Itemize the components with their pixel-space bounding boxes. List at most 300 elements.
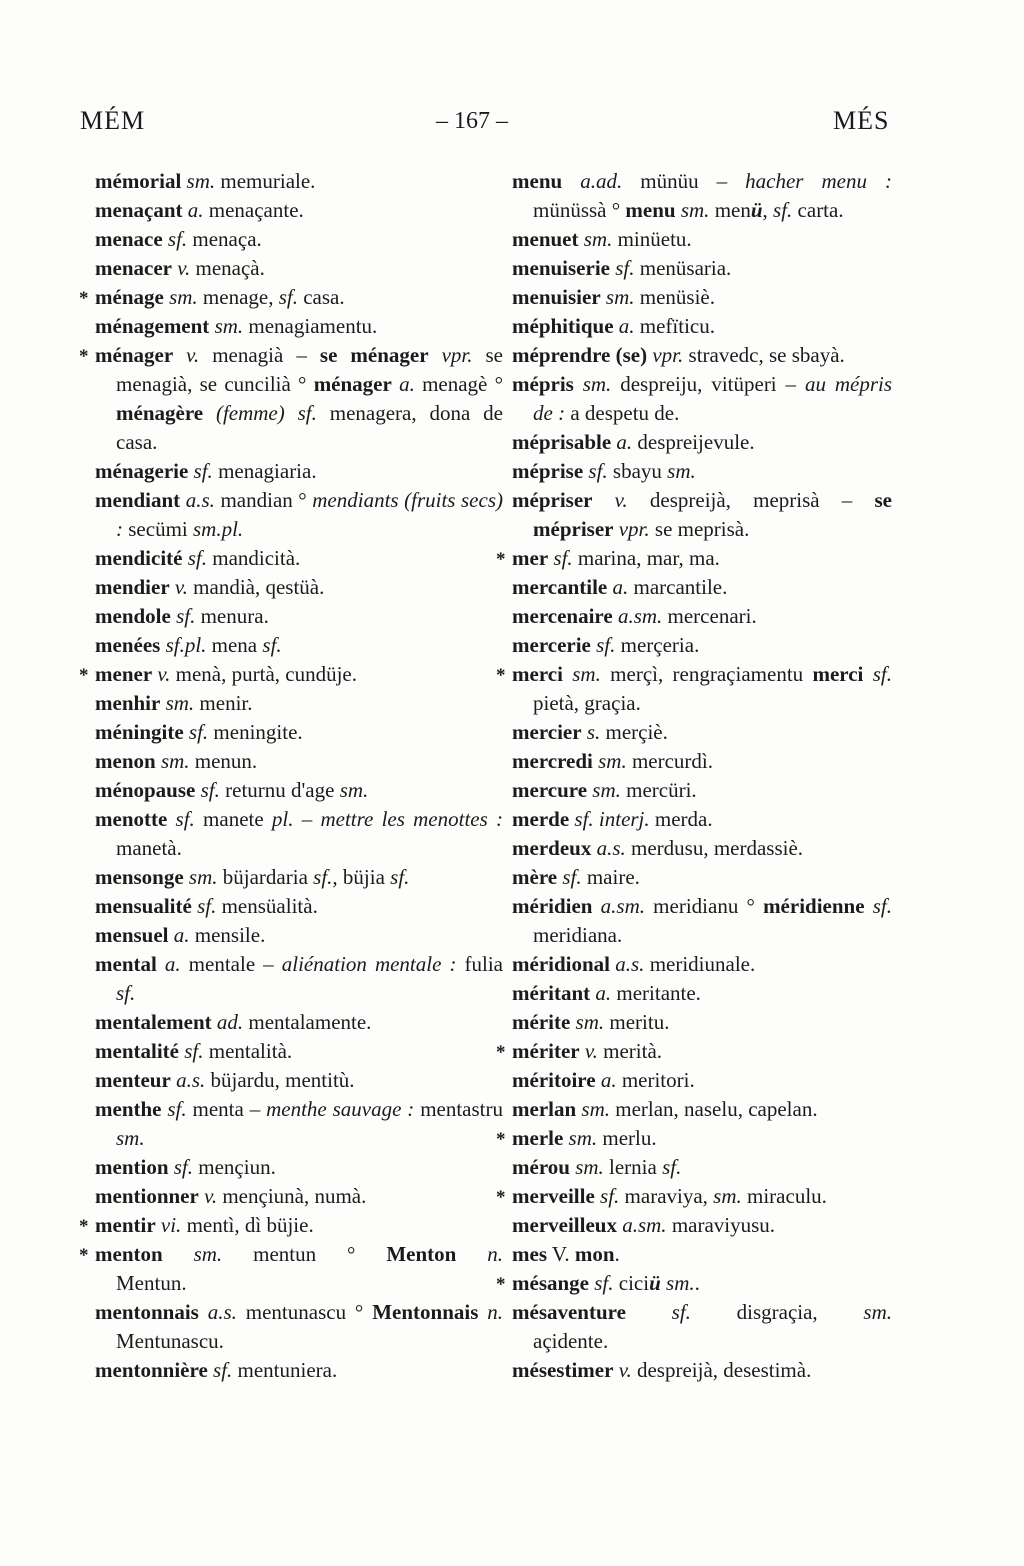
headword: menaçant bbox=[95, 198, 183, 222]
headword: mercure bbox=[512, 778, 588, 802]
grammar-label: sm. bbox=[339, 778, 369, 802]
dictionary-entry bbox=[512, 1153, 892, 1182]
grammar-label: sf., bbox=[313, 865, 338, 889]
headword: menuet bbox=[512, 227, 579, 251]
dictionary-entry bbox=[79, 1240, 504, 1298]
headword: mon bbox=[574, 1242, 615, 1266]
entry-text: menüsaria. bbox=[634, 256, 732, 280]
dictionary-entry bbox=[512, 283, 892, 312]
grammar-label: pl. bbox=[271, 807, 294, 831]
headword: menu bbox=[512, 169, 563, 193]
entry-text: büjia bbox=[337, 865, 391, 889]
grammar-label: sf. bbox=[195, 778, 220, 802]
dictionary-entry bbox=[95, 863, 503, 892]
dictionary-entry bbox=[95, 892, 503, 921]
entry-text: – bbox=[293, 807, 321, 831]
entry-text: menir. bbox=[194, 691, 253, 715]
headword: mercerie bbox=[512, 633, 591, 657]
headword: merci bbox=[512, 662, 563, 686]
entry-text: büjardu, mentitù. bbox=[205, 1068, 355, 1092]
dictionary-entry bbox=[95, 602, 503, 631]
grammar-label: sm. bbox=[163, 285, 198, 309]
headword: menteur bbox=[95, 1068, 171, 1092]
star-marker: * bbox=[496, 1187, 506, 1208]
star-marker: * bbox=[496, 1274, 506, 1295]
dictionary-entry bbox=[512, 428, 892, 457]
headword: mentir bbox=[95, 1213, 156, 1237]
grammar-label: sm. bbox=[181, 169, 216, 193]
entry-text: ü bbox=[750, 198, 763, 222]
grammar-label: v. bbox=[592, 488, 628, 512]
dictionary-entry bbox=[512, 776, 892, 805]
grammar-label: sm. bbox=[576, 1097, 610, 1121]
dictionary-entry bbox=[512, 167, 892, 225]
grammar-label: a. bbox=[590, 981, 612, 1005]
headword: mériter bbox=[512, 1039, 580, 1063]
grammar-label: a.s. bbox=[180, 488, 215, 512]
entry-text: münüssà ° bbox=[533, 198, 626, 222]
dictionary-entry bbox=[512, 950, 892, 979]
grammar-label: a. bbox=[168, 923, 190, 947]
dictionary-entry bbox=[512, 1298, 892, 1356]
headword: méphitique bbox=[512, 314, 614, 338]
dictionary-entry bbox=[512, 573, 892, 602]
entry-text: menaçante. bbox=[203, 198, 304, 222]
entry-text: merda. bbox=[649, 807, 713, 831]
entry-text: menagiaria. bbox=[212, 459, 317, 483]
entry-text: merçeria. bbox=[615, 633, 700, 657]
dictionary-entry bbox=[95, 950, 503, 1008]
entry-text: marina, mar, ma. bbox=[572, 546, 720, 570]
headword: merle bbox=[512, 1126, 564, 1150]
headword: mendiant bbox=[95, 488, 181, 512]
headword: mercredi bbox=[512, 749, 593, 773]
entry-text: fulia bbox=[456, 952, 503, 976]
entry-text: meritante. bbox=[611, 981, 701, 1005]
grammar-label: sf. bbox=[589, 1271, 614, 1295]
headword: méprise bbox=[512, 459, 584, 483]
right-column bbox=[496, 167, 892, 1385]
grammar-label: v. bbox=[152, 662, 171, 686]
dictionary-entry bbox=[496, 1037, 892, 1066]
dictionary-entry bbox=[95, 718, 503, 747]
headword: mendicité bbox=[95, 546, 183, 570]
entry-text: mena bbox=[206, 633, 263, 657]
entry-text: mensile. bbox=[189, 923, 266, 947]
entry-text: merlu. bbox=[597, 1126, 657, 1150]
headword: ménage bbox=[95, 285, 164, 309]
dictionary-entry bbox=[512, 805, 892, 834]
headword: merde bbox=[512, 807, 570, 831]
entry-text: secümi bbox=[123, 517, 193, 541]
entry-text: mentì, dì büjie. bbox=[181, 1213, 314, 1237]
dictionary-entry bbox=[95, 921, 503, 950]
grammar-label: sf. bbox=[278, 285, 298, 309]
grammar-label: sm. bbox=[675, 198, 710, 222]
entry-text: mefïticu. bbox=[634, 314, 715, 338]
grammar-label: sm. bbox=[160, 691, 195, 715]
dictionary-entry bbox=[512, 457, 892, 486]
headword: ménagerie bbox=[95, 459, 189, 483]
entry-text: büjardaria bbox=[217, 865, 314, 889]
grammar-label: sm. bbox=[713, 1184, 742, 1208]
grammar-label: vpr. bbox=[428, 343, 473, 367]
headword: mental bbox=[95, 952, 157, 976]
grammar-label: sf. bbox=[183, 720, 209, 744]
entry-text: mercurdì. bbox=[626, 749, 713, 773]
star-marker: * bbox=[79, 665, 89, 686]
entry-text: Mentunascu. bbox=[116, 1329, 224, 1353]
header-right-keyword: MÉS bbox=[833, 106, 890, 135]
entry-text: mentalità. bbox=[203, 1039, 293, 1063]
grammar-label: sm. bbox=[155, 749, 190, 773]
entry-text: mensüalità. bbox=[216, 894, 318, 918]
star-marker: * bbox=[79, 346, 89, 367]
dictionary-entry bbox=[512, 312, 892, 341]
grammar-label: v. bbox=[169, 575, 188, 599]
headword: Menton bbox=[386, 1242, 457, 1266]
dictionary-entry bbox=[95, 254, 503, 283]
headword: mésestimer bbox=[512, 1358, 614, 1382]
grammar-label: sm. bbox=[563, 1126, 598, 1150]
dictionary-entry bbox=[95, 1182, 503, 1211]
entry-text: memuriale. bbox=[215, 169, 316, 193]
entry-text: mentuniera. bbox=[232, 1358, 338, 1382]
page-number: – 167 – bbox=[436, 108, 508, 134]
headword: menées bbox=[95, 633, 161, 657]
entry-text: maraviyusu. bbox=[666, 1213, 776, 1237]
grammar-label: sf. bbox=[182, 546, 207, 570]
dictionary-entry bbox=[95, 1298, 503, 1356]
grammar-label: s. bbox=[581, 720, 601, 744]
grammar-label: sf. bbox=[863, 662, 892, 686]
grammar-label: sf. bbox=[609, 256, 635, 280]
headword: mésange bbox=[512, 1271, 589, 1295]
grammar-label: v. bbox=[613, 1358, 632, 1382]
headword: menacer bbox=[95, 256, 172, 280]
dictionary-entry bbox=[95, 196, 503, 225]
star-marker: * bbox=[79, 288, 89, 309]
headword: menuiserie bbox=[512, 256, 610, 280]
headword: mendier bbox=[95, 575, 170, 599]
dictionary-entry bbox=[512, 979, 892, 1008]
entry-text: V. bbox=[547, 1242, 575, 1266]
headword: mentionner bbox=[95, 1184, 199, 1208]
entry-text: mentastru bbox=[414, 1097, 504, 1121]
entry-text: , bbox=[762, 198, 774, 222]
dictionary-entry bbox=[496, 1269, 892, 1298]
dictionary-entry bbox=[79, 283, 503, 312]
entry-text: cici bbox=[613, 1271, 650, 1295]
dictionary-entry bbox=[95, 1066, 503, 1095]
entry-text: meridiunale. bbox=[644, 952, 756, 976]
grammar-label: a.s. bbox=[198, 1300, 237, 1324]
dictionary-entry bbox=[95, 1356, 503, 1385]
grammar-label: sf. bbox=[625, 1300, 691, 1324]
grammar-label: v. bbox=[198, 1184, 218, 1208]
dictionary-entry bbox=[95, 167, 503, 196]
grammar-label: aliénation mentale : bbox=[281, 952, 457, 976]
entry-text: despreijà, desestimà. bbox=[631, 1358, 812, 1382]
dictionary-entry bbox=[496, 660, 892, 718]
headword: merlan bbox=[512, 1097, 577, 1121]
entry-text: despreijà, meprisà – bbox=[627, 488, 875, 512]
entry-text: menta – bbox=[186, 1097, 267, 1121]
grammar-label: a. bbox=[595, 1068, 617, 1092]
entry-text: carta. bbox=[792, 198, 844, 222]
entry-text: menüsiè. bbox=[634, 285, 715, 309]
grammar-label: a.sm. bbox=[592, 894, 645, 918]
grammar-label: sf. bbox=[167, 807, 195, 831]
headword: méprisable bbox=[512, 430, 612, 454]
star-marker: * bbox=[79, 1216, 89, 1237]
entry-text: marcantile. bbox=[628, 575, 728, 599]
entry-text: se menagià, se cuncilià ° bbox=[116, 343, 503, 396]
dictionary-entry bbox=[512, 747, 892, 776]
dictionary-entry bbox=[512, 1008, 892, 1037]
headword: mérite bbox=[512, 1010, 571, 1034]
entry-text: mentunascu ° bbox=[236, 1300, 373, 1324]
entry-text: menagiamentu. bbox=[243, 314, 378, 338]
dictionary-entry bbox=[512, 1066, 892, 1095]
grammar-label: sf. bbox=[773, 198, 793, 222]
grammar-label: a.sm. bbox=[612, 604, 663, 628]
entry-text: Mentun. bbox=[116, 1271, 187, 1295]
grammar-label: n. bbox=[478, 1300, 504, 1324]
entry-text: mandian ° bbox=[214, 488, 313, 512]
star-marker: * bbox=[79, 1245, 89, 1266]
entry-text: . bbox=[614, 1242, 620, 1266]
entry-text: meridiana. bbox=[533, 923, 623, 947]
headword: mentalité bbox=[95, 1039, 179, 1063]
entry-text: meritori. bbox=[616, 1068, 695, 1092]
dictionary-entry bbox=[496, 544, 892, 573]
entry-text: menagè ° bbox=[414, 372, 503, 396]
headword: menuisier bbox=[512, 285, 601, 309]
entry-text: despreiju, vitüperi – bbox=[611, 372, 805, 396]
headword: Mentonnais bbox=[372, 1300, 479, 1324]
grammar-label: sf.pl. bbox=[160, 633, 207, 657]
headword: merci bbox=[812, 662, 864, 686]
grammar-label: sm. bbox=[578, 227, 613, 251]
entry-text: merità. bbox=[597, 1039, 663, 1063]
dictionary-entry bbox=[512, 225, 892, 254]
grammar-label: a. bbox=[613, 314, 635, 338]
running-head bbox=[0, 106, 1024, 142]
entry-text: mercenari. bbox=[662, 604, 757, 628]
grammar-label: sm. bbox=[600, 285, 635, 309]
entry-text: münüu – bbox=[622, 169, 746, 193]
dictionary-entry bbox=[79, 1211, 503, 1240]
entry-text: mençiunà, numà. bbox=[217, 1184, 367, 1208]
headword: mépriser bbox=[512, 488, 593, 512]
header-left-keyword: MÉM bbox=[80, 106, 146, 135]
headword: ménagère bbox=[116, 401, 204, 425]
dictionary-entry bbox=[512, 602, 892, 631]
headword: merveille bbox=[512, 1184, 595, 1208]
entry-text: meritu. bbox=[604, 1010, 670, 1034]
dictionary-entry bbox=[95, 573, 503, 602]
dictionary-entry bbox=[95, 805, 503, 863]
grammar-label: sm. bbox=[587, 778, 621, 802]
grammar-label: a.ad. bbox=[562, 169, 623, 193]
dictionary-entry bbox=[95, 1153, 503, 1182]
entry-text: mandicità. bbox=[207, 546, 301, 570]
grammar-label: sf. bbox=[162, 227, 188, 251]
grammar-label: vpr. bbox=[613, 517, 650, 541]
headword: ménager bbox=[313, 372, 392, 396]
headword: merveilleux bbox=[512, 1213, 617, 1237]
headword: menace bbox=[95, 227, 163, 251]
entry-text: meridianu ° bbox=[645, 894, 764, 918]
headword: mensualité bbox=[95, 894, 192, 918]
entry-text: menagià – bbox=[199, 343, 320, 367]
grammar-label: a.sm. bbox=[616, 1213, 667, 1237]
star-marker: * bbox=[496, 665, 506, 686]
grammar-label: sf. bbox=[178, 1039, 204, 1063]
grammar-label: a.s. bbox=[170, 1068, 206, 1092]
dictionary-entry bbox=[95, 312, 503, 341]
entry-text: mençiun. bbox=[193, 1155, 276, 1179]
entry-text: menaçà. bbox=[190, 256, 265, 280]
dictionary-entry bbox=[512, 631, 892, 660]
headword: mer bbox=[512, 546, 549, 570]
entry-text: menaça. bbox=[187, 227, 262, 251]
dictionary-entry bbox=[512, 718, 892, 747]
headword: ménopause bbox=[95, 778, 196, 802]
grammar-label: sf. bbox=[590, 633, 616, 657]
grammar-label: sf. bbox=[207, 1358, 233, 1382]
dictionary-entry bbox=[512, 834, 892, 863]
dictionary-entry bbox=[95, 1037, 503, 1066]
left-column bbox=[79, 167, 504, 1385]
headword: menu bbox=[625, 198, 676, 222]
dictionary-entry bbox=[79, 660, 503, 689]
star-marker: * bbox=[496, 549, 506, 570]
headword: se ménager bbox=[319, 343, 429, 367]
grammar-label: sm. bbox=[570, 1010, 605, 1034]
headword: mention bbox=[95, 1155, 169, 1179]
headword: mes bbox=[512, 1242, 547, 1266]
headword: mercantile bbox=[512, 575, 608, 599]
entry-text: . bbox=[694, 1271, 700, 1295]
headword: mensuel bbox=[95, 923, 169, 947]
grammar-label: sf. bbox=[161, 1097, 187, 1121]
grammar-label: vi. bbox=[155, 1213, 182, 1237]
entry-text: maire. bbox=[581, 865, 640, 889]
grammar-label: n. bbox=[456, 1242, 504, 1266]
headword: mener bbox=[95, 662, 153, 686]
dictionary-entry bbox=[512, 892, 892, 950]
dictionary-entry bbox=[95, 776, 503, 805]
grammar-label: a. bbox=[182, 198, 204, 222]
grammar-label: v. bbox=[173, 343, 200, 367]
headword: menotte bbox=[95, 807, 168, 831]
grammar-label: sm. bbox=[592, 749, 627, 773]
dictionary-entry bbox=[512, 341, 892, 370]
entry-text: men bbox=[709, 198, 751, 222]
grammar-label: sf. bbox=[168, 1155, 194, 1179]
grammar-label: (femme) sf. bbox=[203, 401, 317, 425]
grammar-label: sf. bbox=[557, 865, 582, 889]
entry-text: despreijevule. bbox=[632, 430, 755, 454]
headword: merdeux bbox=[512, 836, 592, 860]
entry-text: menagera, dona de casa. bbox=[116, 401, 503, 454]
entry-text: menun. bbox=[189, 749, 258, 773]
dictionary-entry bbox=[512, 486, 892, 544]
grammar-label: sm. bbox=[562, 662, 601, 686]
dictionary-entry bbox=[512, 370, 892, 428]
grammar-label: sm. bbox=[162, 1242, 223, 1266]
entry-text: meningite. bbox=[208, 720, 303, 744]
entry-text: se meprisà. bbox=[649, 517, 750, 541]
entry-text: merdusu, merdassiè. bbox=[625, 836, 804, 860]
entry-text: manete bbox=[194, 807, 272, 831]
dictionary-entry bbox=[95, 225, 503, 254]
grammar-label: sf. bbox=[662, 1155, 682, 1179]
headword: méprendre (se) bbox=[512, 343, 648, 367]
grammar-label: sf. bbox=[188, 459, 213, 483]
grammar-label: v. bbox=[579, 1039, 598, 1063]
entry-text: minüetu. bbox=[612, 227, 692, 251]
grammar-label: sm. bbox=[569, 1155, 604, 1179]
headword: mère bbox=[512, 865, 558, 889]
grammar-label: sm. bbox=[667, 459, 696, 483]
dictionary-entry bbox=[95, 457, 503, 486]
grammar-label: v. bbox=[171, 256, 191, 280]
headword: méritant bbox=[512, 981, 591, 1005]
entry-text: açidente. bbox=[533, 1329, 609, 1353]
grammar-label: sm. bbox=[209, 314, 244, 338]
dictionary-entry bbox=[512, 254, 892, 283]
grammar-label: sm. bbox=[183, 865, 218, 889]
grammar-label: a. bbox=[391, 372, 415, 396]
star-marker: * bbox=[496, 1042, 506, 1063]
headword: mercier bbox=[512, 720, 582, 744]
entry-text: menage, bbox=[197, 285, 279, 309]
entry-text: sbayu bbox=[607, 459, 668, 483]
headword: mercenaire bbox=[512, 604, 613, 628]
grammar-label: sf. bbox=[191, 894, 217, 918]
dictionary-entry bbox=[496, 1182, 892, 1211]
grammar-label: mettre les menottes : bbox=[320, 807, 503, 831]
headword: menon bbox=[95, 749, 156, 773]
grammar-label: sm. bbox=[116, 1126, 145, 1150]
dictionary-entry bbox=[95, 631, 503, 660]
grammar-label: mendiants (fruits secs) : bbox=[116, 488, 503, 541]
grammar-label: sf. bbox=[390, 865, 410, 889]
entry-text: pietà, graçia. bbox=[533, 691, 641, 715]
dictionary-entry bbox=[95, 544, 503, 573]
entry-text: mercüri. bbox=[620, 778, 697, 802]
headword: se mépriser bbox=[533, 488, 892, 541]
entry-text: mentun ° bbox=[222, 1242, 387, 1266]
entry-text: disgraçia, bbox=[690, 1300, 864, 1324]
entry-text: lernia bbox=[603, 1155, 663, 1179]
headword: méridien bbox=[512, 894, 593, 918]
headword: mémorial bbox=[95, 169, 182, 193]
grammar-label: a. bbox=[156, 952, 181, 976]
grammar-label: a. bbox=[607, 575, 629, 599]
entry-text: mentale – bbox=[180, 952, 282, 976]
grammar-label: sm. bbox=[863, 1300, 892, 1324]
entry-text: maraviya, bbox=[619, 1184, 714, 1208]
grammar-label: menthe sauvage : bbox=[266, 1097, 415, 1121]
headword: méridienne bbox=[763, 894, 865, 918]
dictionary-entry bbox=[95, 486, 503, 544]
grammar-label: ad. bbox=[211, 1010, 244, 1034]
entry-text: stravedc, se sbayà. bbox=[683, 343, 845, 367]
